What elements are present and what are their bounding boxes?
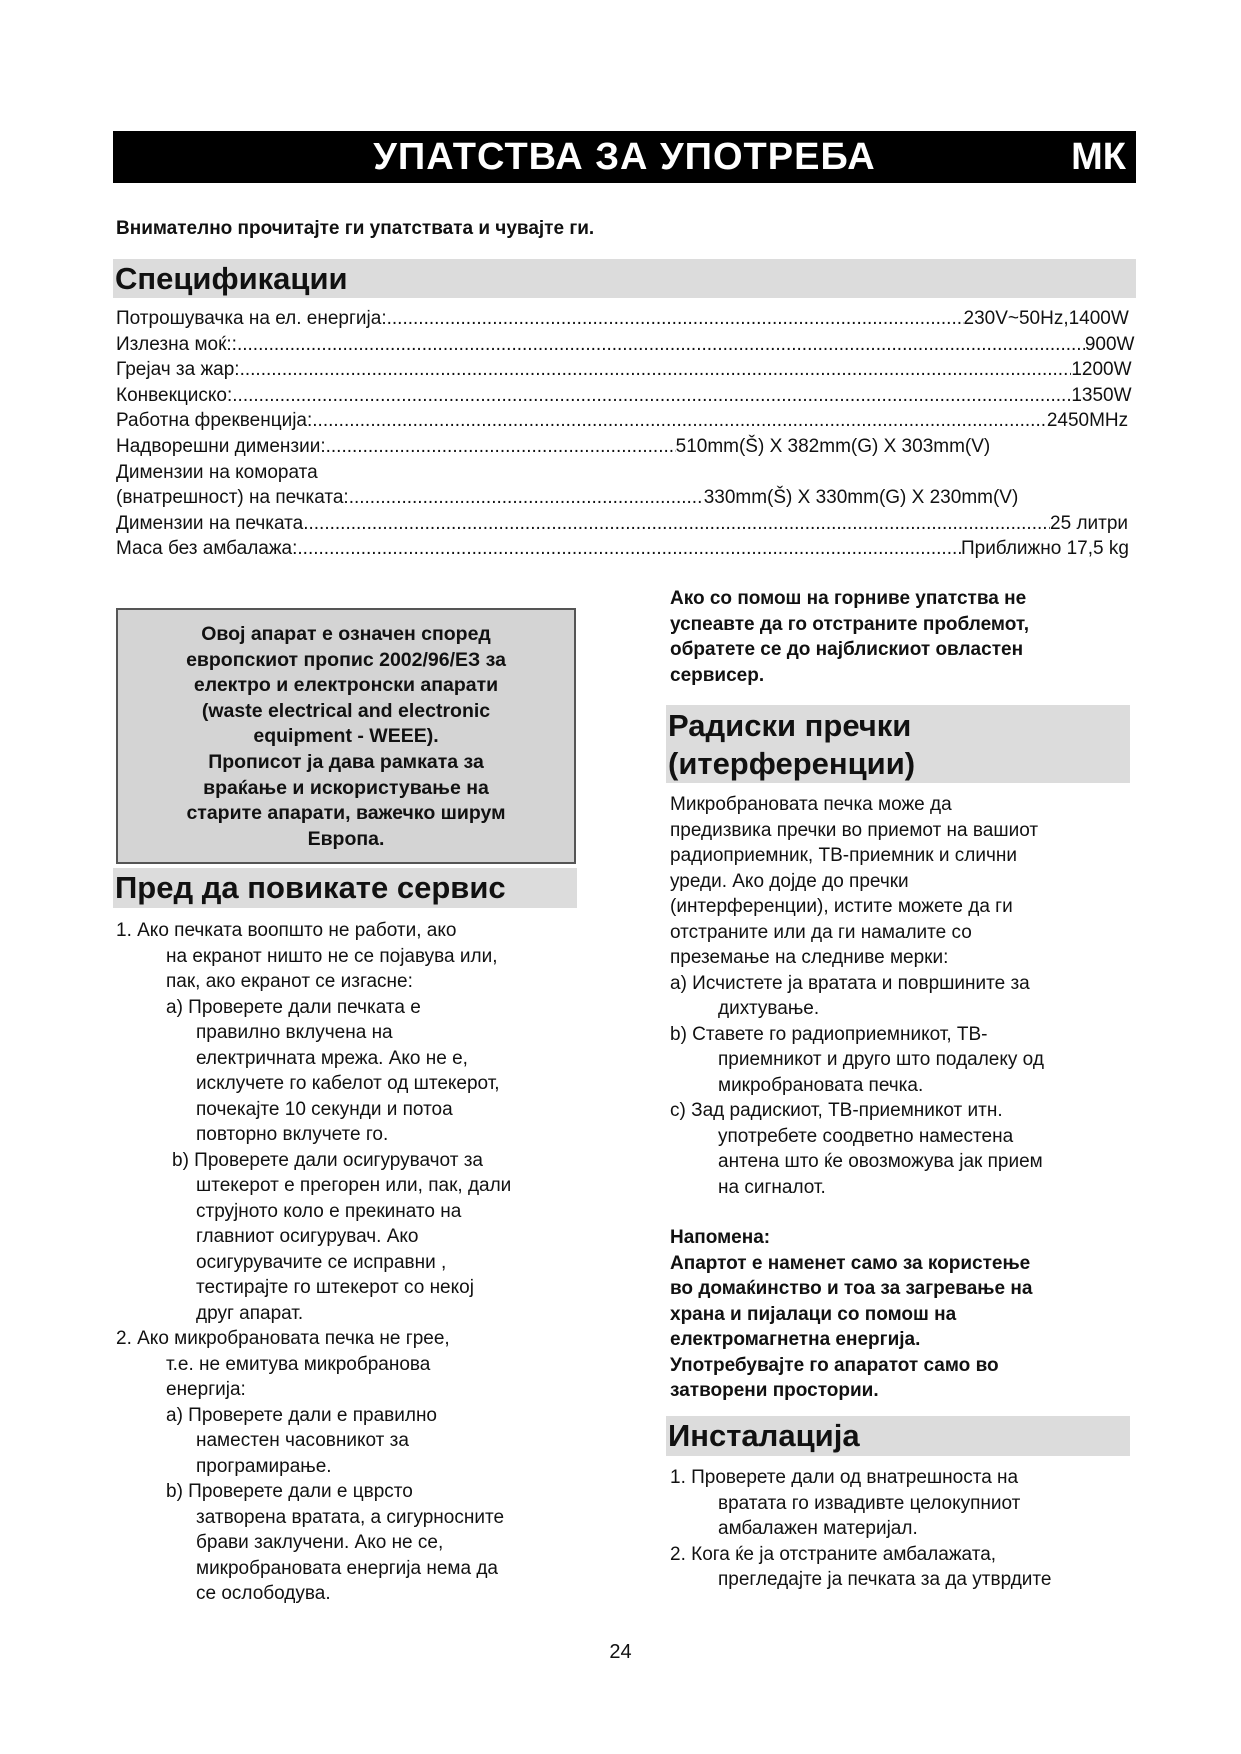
radio-heading-line: Радиски пречки	[668, 708, 912, 743]
radio-heading-line: (итерференции)	[668, 746, 916, 781]
spec-value: 330mm(Š) X 330mm(G) X 230mm(V)	[703, 487, 1019, 509]
list-item: друг апарат.	[196, 1302, 304, 1324]
list-item: b) Проверете дали осигурувачот за	[172, 1149, 483, 1171]
list-item: повторно вклучете го.	[196, 1124, 389, 1145]
header-bar	[113, 131, 1136, 183]
spec-label: Грејач за жар:	[116, 359, 240, 381]
list-item: a) Исчистете ја вратата и површините за	[670, 972, 1030, 994]
list-item: правилно вклучена на	[196, 1022, 393, 1043]
install-list	[670, 1465, 1140, 1593]
spec-value: 900W	[1084, 333, 1135, 355]
spec-label: (внатрешност) на печката:	[116, 487, 349, 509]
list-item: пак, ако екранот се изгасне:	[166, 971, 413, 992]
spec-value: 25 литри	[1050, 512, 1129, 534]
list-item: 2. Ако микробрановата печка не грее,	[116, 1328, 450, 1349]
list-item: a) Проверете дали е правилно	[166, 1404, 438, 1426]
list-item: приемникот и друго што подалеку од	[718, 1049, 1044, 1070]
list-item: на сигналот.	[718, 1176, 826, 1198]
spec-label: Конвекциско:	[116, 384, 233, 406]
paragraph-line: преземање на следниве мерки:	[670, 947, 949, 968]
notice-line: Европа.	[307, 827, 385, 850]
radio-heading	[666, 705, 1130, 783]
spec-label: Димензии на комората	[116, 461, 318, 483]
paragraph-line: предизвика пречки во приемот на вашиот	[670, 819, 1039, 841]
note-line: Употребувајте го апаратот само во	[670, 1354, 999, 1376]
list-item: се ослободува.	[196, 1583, 331, 1604]
note-line: Апартот е наменет само за користење	[670, 1252, 1031, 1274]
list-item: c) Зад радискиот, ТВ-приемникот итн.	[670, 1100, 1003, 1121]
notice-line: европскиот пропис 2002/96/ЕЗ за	[186, 648, 506, 671]
spec-value: 510mm(Š) X 382mm(G) X 303mm(V)	[675, 435, 991, 457]
spec-value: 230V~50Hz,1400W	[963, 308, 1129, 329]
notice-line: (waste electrical and electronic	[201, 699, 491, 722]
list-item: почекајте 10 секунди и потоа	[196, 1098, 453, 1120]
list-item: штекерот е прегорен или, пак, дали	[196, 1175, 512, 1196]
spec-label: Потрошувачка на ел. енергија:	[116, 308, 387, 329]
list-item: струјното коло е прекинато на	[196, 1200, 462, 1222]
list-item: исклучете го кабелот од штекерот,	[196, 1073, 500, 1094]
list-item: b) Ставете го радиоприемникот, ТВ-	[670, 1023, 988, 1045]
list-item: дихтување.	[718, 998, 820, 1019]
list-item: тестирајте го штекерот со некој	[196, 1277, 474, 1298]
list-item: a) Проверете дали печката е	[166, 996, 421, 1018]
service-list	[116, 918, 586, 1607]
list-item: на екранот ништо не се појавува или,	[166, 945, 498, 967]
install-heading: Инсталација	[666, 1416, 1130, 1456]
contact-line: обратете се до најблискиот овластен	[670, 639, 1024, 660]
note-title: Напомена:	[670, 1227, 771, 1248]
list-item: осигурувачите се исправни ,	[196, 1251, 447, 1273]
list-item: електричната мрежа. Ако не е,	[196, 1047, 468, 1069]
note-block	[670, 1225, 1140, 1404]
note-line: електромагнетна енергија.	[670, 1329, 921, 1350]
notice-line: Овој апарат е означен според	[201, 623, 491, 645]
spec-row	[116, 511, 1136, 537]
note-line: храна и пијалаци со помош на	[670, 1303, 957, 1325]
list-item: затворена вратата, а сигурносните	[196, 1506, 505, 1528]
list-item: микробрановата печка.	[718, 1074, 924, 1096]
list-item: програмирање.	[196, 1455, 332, 1477]
spec-value: 2450MHz	[1046, 410, 1129, 432]
list-item: наместен часовникот за	[196, 1430, 409, 1451]
spec-row	[116, 485, 1136, 511]
intro-text: Внимателно прочитајте ги упатствата и чувајте ги.	[116, 218, 595, 239]
weee-notice-box	[116, 608, 576, 864]
list-item: микробрановата енергија нема да	[196, 1557, 498, 1579]
contact-line: успеавте да го отстраните проблемот,	[670, 613, 1030, 635]
spec-row	[116, 383, 1136, 409]
spec-label: Маса без амбалажа:	[116, 538, 298, 560]
spec-row	[116, 357, 1136, 383]
page-title: УПАТСТВА ЗА УПОТРЕБА	[373, 136, 876, 178]
spec-row	[116, 536, 1136, 562]
note-line: затворени простории.	[670, 1380, 879, 1401]
notice-line: електро и електронски апарати	[193, 674, 499, 697]
list-item: прегледајте ја печката за да утврдите	[718, 1569, 1052, 1590]
spec-label: Излезна моќ::	[116, 333, 237, 355]
spec-value: 1350W	[1071, 384, 1132, 406]
service-heading: Пред да повикате сервис	[113, 868, 577, 908]
list-item: главниот осигурувач. Ако	[196, 1226, 419, 1247]
list-item: b) Проверете дали е цврсто	[166, 1481, 413, 1502]
paragraph-line: отстраните или да ги намалите со	[670, 921, 972, 943]
note-line: во домаќинство и тоа за загревање на	[670, 1278, 1033, 1299]
page-number: 24	[609, 1641, 632, 1663]
paragraph-line: Микробрановата печка може да	[670, 794, 952, 815]
list-item: 1. Ако печката воопшто не работи, ако	[116, 920, 457, 941]
list-item: вратата го извадивте целокупниот	[718, 1492, 1021, 1514]
specs-heading: Спецификации	[113, 259, 1136, 298]
spec-value: 1200W	[1071, 359, 1132, 381]
spec-label: Работна фреквенција:	[116, 410, 313, 432]
paragraph-line: (интерференции), иститe можете да ги	[670, 896, 1013, 917]
spec-label: Надворешни димензии:	[116, 435, 326, 457]
list-item: антена што ќе овозможува јак прием	[718, 1151, 1043, 1172]
list-item: амбалажен материјал.	[718, 1518, 918, 1539]
notice-line: Прописот ја дава рамката за	[208, 750, 484, 773]
notice-line: враќање и искористување на	[203, 776, 489, 799]
paragraph-line: радиоприемник, ТВ-приемник и слични	[670, 845, 1017, 866]
list-item: т.е. не емитува микробранова	[166, 1353, 431, 1375]
contact-text	[670, 586, 1140, 688]
spec-label: Димензии на печката	[116, 512, 304, 534]
language-code: МК	[1071, 136, 1126, 178]
spec-row	[116, 408, 1136, 434]
spec-row	[116, 434, 1136, 460]
list-item: 2. Кога ќе ја отстраните амбалажата,	[670, 1543, 997, 1565]
contact-line: Ако со помош на горниве упатства не	[670, 588, 1027, 609]
list-item: 1. Проверете дали од внатрешноста на	[670, 1467, 1019, 1488]
specs-table	[116, 306, 1136, 562]
spec-row	[116, 460, 1136, 486]
contact-line: сервисер.	[670, 664, 765, 686]
spec-row	[116, 332, 1136, 358]
list-item: брави заклучени. Ако не се,	[196, 1532, 444, 1553]
radio-text	[670, 792, 1140, 1200]
spec-value: Приближно 17,5 kg	[960, 538, 1129, 560]
spec-row	[116, 306, 1136, 332]
paragraph-line: уреди. Ако дојде до пречки	[670, 870, 909, 892]
list-item: употребете соодветно наместена	[718, 1125, 1014, 1147]
notice-line: старите апарати, важечко ширум	[186, 802, 506, 825]
notice-line: equipment - WEEE).	[253, 725, 439, 748]
list-item: енергија:	[166, 1379, 246, 1400]
